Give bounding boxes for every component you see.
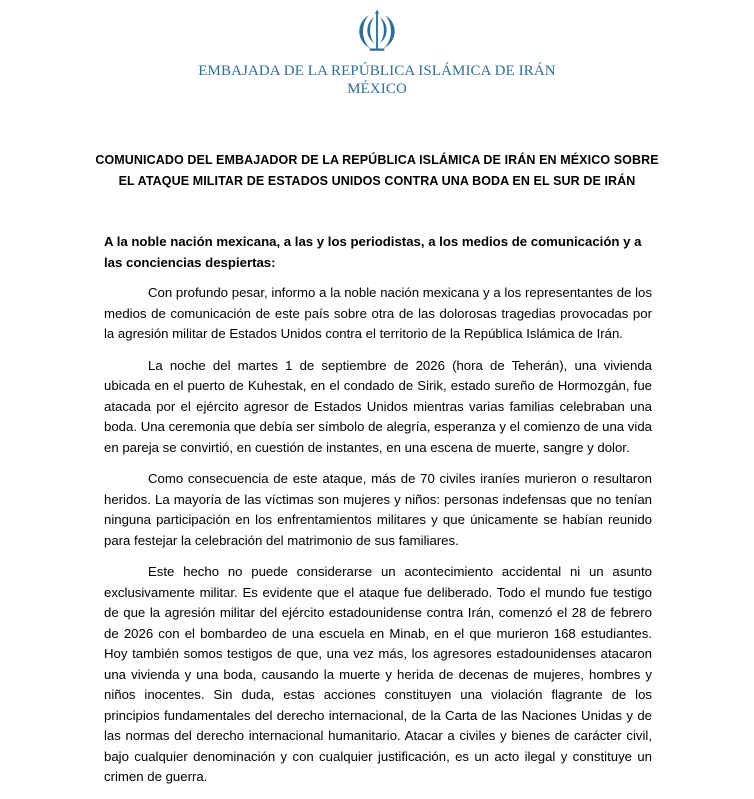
letterhead <box>0 8 754 98</box>
embassy-city: MÉXICO <box>347 81 407 97</box>
title-line-1: COMUNICADO DEL EMBAJADOR DE LA REPÚBLICA ISLÁMICA DE IRÁN EN MÉXICO SOBRE <box>95 153 659 167</box>
document-body <box>104 232 652 799</box>
embassy-name: EMBAJADA DE LA REPÚBLICA ISLÁMICA DE IRÁN <box>198 63 556 79</box>
document-title <box>60 150 694 192</box>
iran-emblem-icon <box>354 8 400 54</box>
paragraph: Como consecuencia de este ataque, más de 70 civiles iraníes murieron o resultaron heridos. La mayoría de las víctimas son mujeres y niños: personas indefensas que no tenían ninguna participación en los enfrentamientos militares y que únicamente se habían reunido para festejar la celebración del matrimonio de sus familiares. <box>104 471 652 548</box>
paragraph: La noche del martes 1 de septiembre de 2026 (hora de Teherán), una vivienda ubicada en el puerto de Kuhestak, en el condado de Sirik, estado sureño de Hormozgán, fue atacada por el ejército agresor de Estados Unidos mientras varias familias celebraban una boda. Una ceremonia que debía ser símbolo de alegría, esperanza y el comienzo de una vida en pareja se convirtió, en cuestión de instantes, en una escena de muerte, sangre y dolor. <box>104 357 652 455</box>
paragraph: Con profundo pesar, informo a la noble nación mexicana y a los representantes de los medios de comunicación de este país sobre otra de las dolorosas tragedias provocadas por la agresión militar de Estados Unidos contra el territorio de la República Islámica de Irán. <box>104 285 652 341</box>
greeting: A la noble nación mexicana, a las y los periodistas, a los medios de comunicación y a las conciencias despiertas: <box>104 234 642 270</box>
paragraph: Este hecho no puede considerarse un acontecimiento accidental ni un asunto exclusivamente militar. Es evidente que el ataque fue deliberado. Todo el mundo fue testigo de que la agresión militar del ejército estadounidense contra Irán, comenzó el 28 de febrero de 2026 con el bombardeo de una escuela en Minab, en el que murieron 168 estudiantes. Hoy también somos testigos de que, una vez más, los agresores estadounidenses atacaron una vivienda y una boda, causando la muerte y herida de decenas de mujeres, hombres y niños inocentes. Sin duda, estas acciones constituyen una violación flagrante de los principios fundamentales del derecho internacional, de la Carta de las Naciones Unidas y de las normas del derecho internacional humanitario. Atacar a civiles y bienes de carácter civil, bajo cualquier denominación y con cualquier justificación, es un acto ilegal y constituye un crimen de guerra. <box>104 564 652 784</box>
title-line-2: EL ATAQUE MILITAR DE ESTADOS UNIDOS CONTRA UNA BODA EN EL SUR DE IRÁN <box>118 174 636 188</box>
